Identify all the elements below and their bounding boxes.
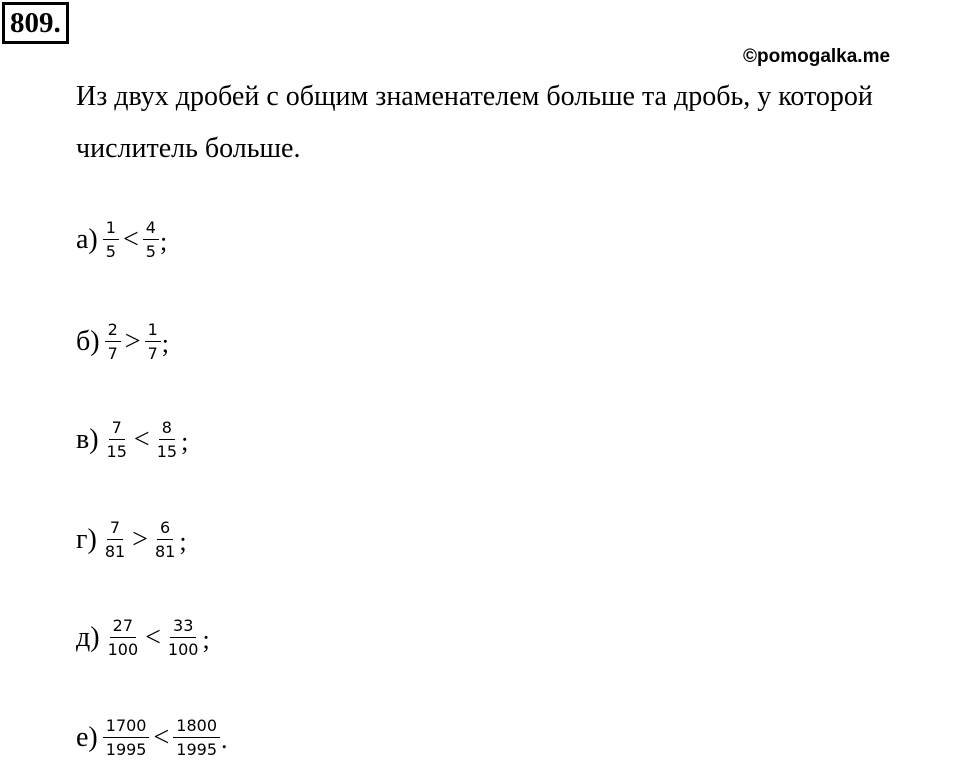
rule-text-line-2: числитель больше. bbox=[76, 133, 301, 164]
fraction-right bbox=[145, 320, 161, 363]
relation-sign: > bbox=[124, 325, 141, 357]
denominator: 15 bbox=[156, 442, 178, 461]
fraction-left bbox=[104, 418, 130, 461]
fraction-left bbox=[103, 218, 119, 261]
numerator: 33 bbox=[170, 616, 196, 638]
denominator: 7 bbox=[147, 344, 158, 363]
comparison-item-a bbox=[76, 218, 167, 261]
punctuation: ; bbox=[202, 625, 210, 654]
item-label: в) bbox=[76, 423, 99, 455]
punctuation: ; bbox=[181, 427, 189, 456]
comparison-item-e bbox=[76, 716, 228, 759]
item-label: е) bbox=[76, 721, 98, 753]
fraction-right bbox=[173, 716, 220, 759]
punctuation: ; bbox=[159, 227, 168, 256]
numerator: 4 bbox=[143, 218, 159, 240]
item-label: а) bbox=[76, 223, 98, 255]
fraction-left bbox=[103, 716, 150, 759]
fraction-left bbox=[105, 320, 121, 363]
relation-sign: > bbox=[132, 523, 148, 555]
relation-sign: < bbox=[122, 223, 139, 255]
comparison-item-d bbox=[76, 616, 210, 659]
comparison-item-g bbox=[76, 518, 187, 561]
watermark: ©pomogalka.me bbox=[743, 46, 891, 67]
problem-number: 809. bbox=[2, 2, 69, 44]
item-label: б) bbox=[76, 325, 100, 357]
relation-sign: < bbox=[153, 721, 170, 753]
fraction-right bbox=[154, 418, 180, 461]
numerator: 1 bbox=[145, 320, 161, 342]
comparison-item-v bbox=[76, 418, 188, 461]
denominator: 5 bbox=[145, 242, 156, 261]
fraction-right bbox=[152, 518, 178, 561]
numerator: 8 bbox=[159, 418, 175, 440]
fraction-left bbox=[105, 616, 142, 659]
numerator: 1800 bbox=[173, 716, 220, 738]
numerator: 2 bbox=[105, 320, 121, 342]
denominator: 1995 bbox=[176, 740, 217, 759]
numerator: 6 bbox=[157, 518, 173, 540]
fraction-right bbox=[165, 616, 202, 659]
fraction-right bbox=[143, 218, 159, 261]
comparison-item-b bbox=[76, 320, 169, 363]
denominator: 1995 bbox=[105, 740, 147, 759]
numerator: 1 bbox=[103, 218, 119, 240]
denominator: 7 bbox=[107, 344, 118, 363]
denominator: 100 bbox=[107, 640, 139, 659]
relation-sign: < bbox=[133, 423, 150, 455]
denominator: 81 bbox=[104, 542, 126, 561]
relation-sign: < bbox=[145, 621, 161, 653]
rule-text-line-1: Из двух дробей с общим знаменателем больше та дробь, у которой bbox=[76, 81, 873, 112]
numerator: 7 bbox=[107, 518, 123, 540]
item-label: г) bbox=[76, 523, 97, 555]
punctuation: ; bbox=[161, 329, 169, 358]
numerator: 1700 bbox=[103, 716, 150, 738]
denominator: 15 bbox=[106, 442, 127, 461]
numerator: 27 bbox=[110, 616, 136, 638]
punctuation: ; bbox=[179, 527, 187, 556]
denominator: 81 bbox=[154, 542, 176, 561]
punctuation: . bbox=[221, 725, 228, 754]
denominator: 100 bbox=[167, 640, 199, 659]
fraction-left bbox=[102, 518, 128, 561]
numerator: 7 bbox=[109, 418, 125, 440]
item-label: д) bbox=[76, 621, 100, 653]
denominator: 5 bbox=[105, 242, 116, 261]
